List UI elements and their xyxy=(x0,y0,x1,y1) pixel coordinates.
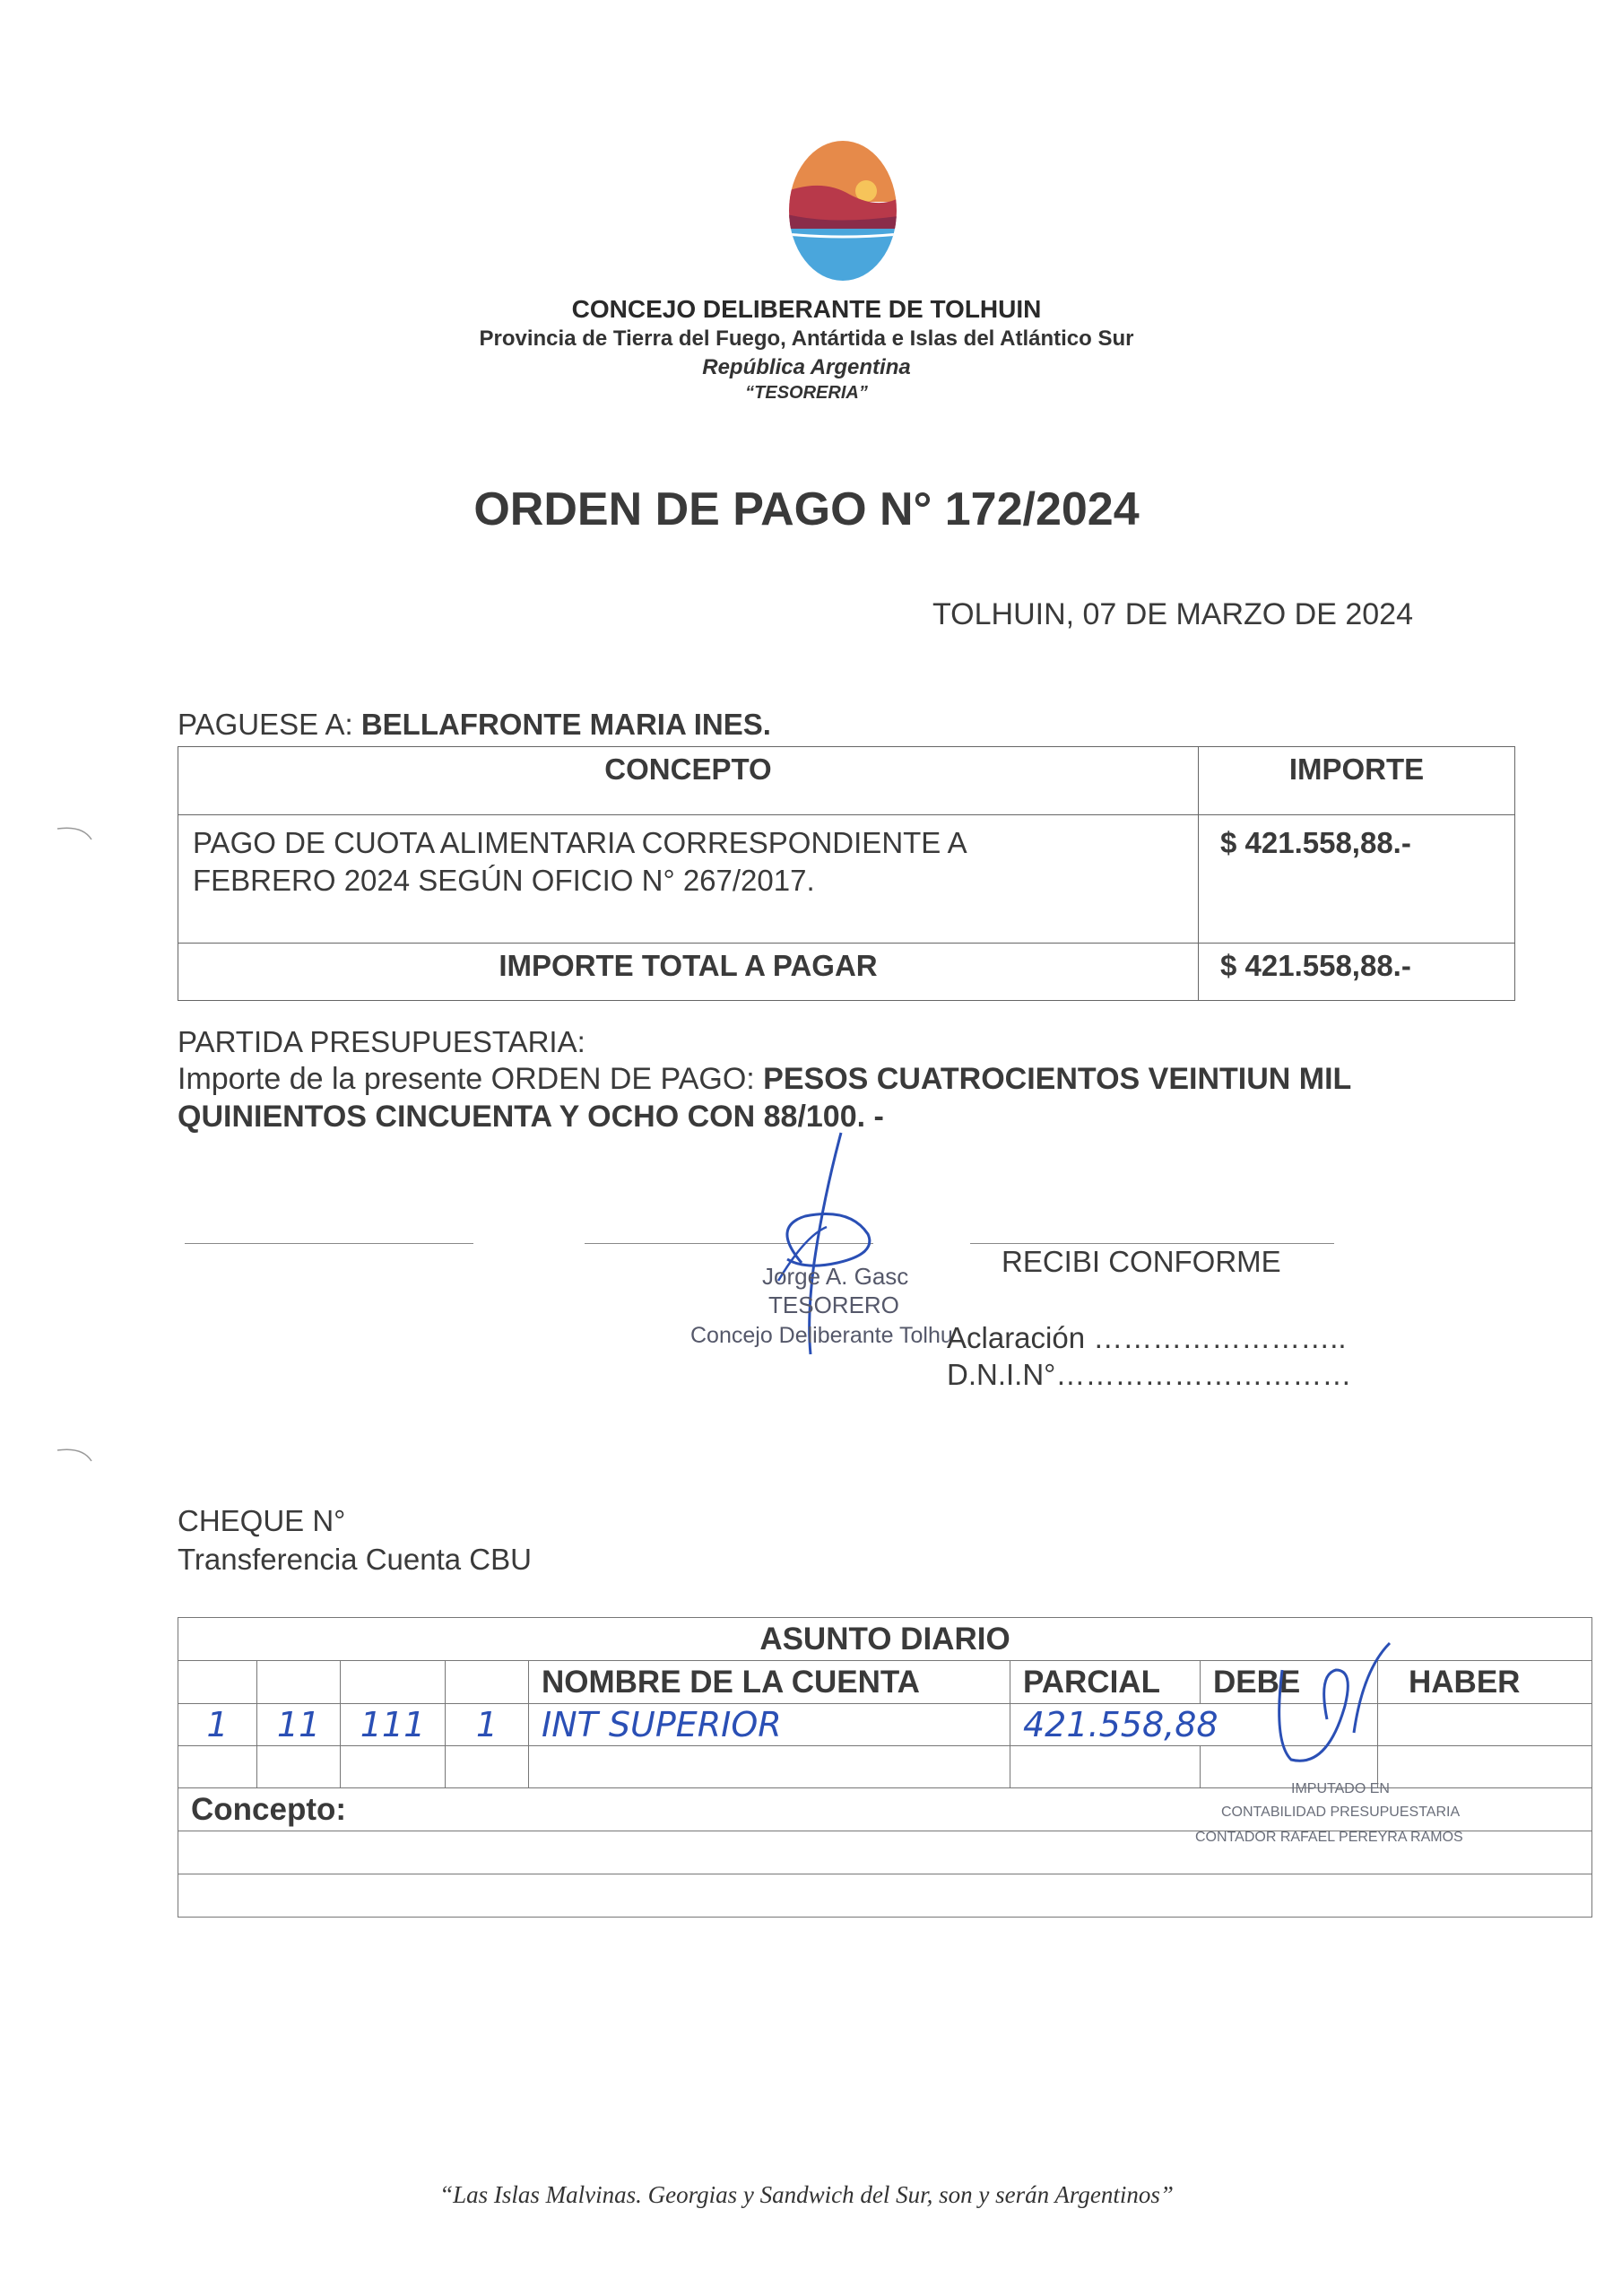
importe-prefix: Importe de la presente ORDEN DE PAGO: xyxy=(178,1062,764,1096)
table-cell xyxy=(529,1746,1010,1788)
parcial-header: PARCIAL xyxy=(1010,1661,1201,1704)
importe-line xyxy=(178,1060,1505,1135)
debe-header: DEBE xyxy=(1201,1661,1378,1704)
concepto-label: Concepto: xyxy=(178,1788,1592,1831)
table-cell xyxy=(257,1746,341,1788)
code-col-4 xyxy=(446,1661,529,1704)
stamp-contabilidad-line: CONTABILIDAD PRESUPUESTARIA xyxy=(1221,1805,1461,1820)
diario-title: ASUNTO DIARIO xyxy=(178,1618,1592,1661)
concept-line-2: FEBRERO 2024 SEGÚN OFICIO N° 267/2017. xyxy=(193,864,815,897)
code-col-3 xyxy=(341,1661,446,1704)
importe-words: PESOS CUATROCIENTOS VEINTIUN MIL QUINIENTOS CINCUENTA Y OCHO CON 88/100. - xyxy=(178,1062,1351,1134)
table-cell xyxy=(446,1746,529,1788)
accountant-signature xyxy=(1264,1634,1408,1769)
haber-header: HABER xyxy=(1378,1661,1592,1704)
concept-line-1: PAGO DE CUOTA ALIMENTARIA CORRESPONDIENTE A xyxy=(193,826,967,859)
amount-header: IMPORTE xyxy=(1199,747,1515,815)
punch-mark xyxy=(56,1445,95,1463)
signature-line xyxy=(185,1243,473,1244)
stamp-name: Jorge A. Gasc xyxy=(762,1263,909,1290)
payee-line xyxy=(178,708,771,742)
table-cell xyxy=(178,1746,257,1788)
code-cell-2: 11 xyxy=(257,1704,341,1746)
concept-header: CONCEPTO xyxy=(178,747,1199,815)
province-line: Provincia de Tierra del Fuego, Antártida e Islas del Atlántico Sur xyxy=(479,326,1134,351)
code-col-1 xyxy=(178,1661,257,1704)
payee-name: BELLAFRONTE MARIA INES. xyxy=(360,708,771,741)
table-cell xyxy=(341,1746,446,1788)
payee-label: PAGUESE A: xyxy=(178,708,361,741)
code-col-2 xyxy=(257,1661,341,1704)
stamp-org: Concejo Deliberante Tolhu xyxy=(690,1323,953,1348)
table-cell xyxy=(1010,1746,1201,1788)
aclaracion-line: Aclaración …………………….. xyxy=(947,1321,1347,1354)
punch-mark xyxy=(56,823,95,841)
parcial-cell: 421.558,88 xyxy=(1010,1704,1378,1746)
stamp-imputado-line: IMPUTADO EN xyxy=(1291,1781,1390,1796)
code-cell-1: 1 xyxy=(178,1704,257,1746)
org-name: CONCEJO DELIBERANTE DE TOLHUIN xyxy=(571,295,1042,323)
dni-line: D.N.I.N°………………………… xyxy=(947,1358,1352,1391)
transfer-label: Transferencia Cuenta CBU xyxy=(178,1543,532,1576)
payment-table xyxy=(178,746,1515,1001)
signature-line xyxy=(970,1243,1334,1244)
date-line: TOLHUIN, 07 DE MARZO DE 2024 xyxy=(932,597,1413,631)
code-cell-3: 111 xyxy=(341,1704,446,1746)
recibi-conforme: RECIBI CONFORME xyxy=(1002,1245,1281,1278)
code-cell-4: 1 xyxy=(446,1704,529,1746)
concejo-logo xyxy=(787,139,898,283)
table-cell xyxy=(1378,1746,1592,1788)
department-line: “TESORERIA” xyxy=(745,383,868,403)
nombre-cell: INT SUPERIOR xyxy=(529,1704,1010,1746)
nombre-header: NOMBRE DE LA CUENTA xyxy=(529,1661,1010,1704)
haber-cell xyxy=(1378,1704,1592,1746)
country-line: República Argentina xyxy=(702,355,911,379)
amount-cell: $ 421.558,88.- xyxy=(1199,815,1515,944)
footer-motto: “Las Islas Malvinas. Georgias y Sandwich del Sur, son y serán Argentinos” xyxy=(439,2181,1174,2208)
stamp-contador-line: CONTADOR RAFAEL PEREYRA RAMOS xyxy=(1195,1830,1463,1845)
page-title: ORDEN DE PAGO N° 172/2024 xyxy=(473,483,1140,535)
concept-cell xyxy=(178,815,1199,944)
cheque-label: CHEQUE N° xyxy=(178,1504,346,1537)
stamp-role: TESORERO xyxy=(768,1292,899,1318)
total-amount: $ 421.558,88.- xyxy=(1199,944,1515,1001)
partida-label: PARTIDA PRESUPUESTARIA: xyxy=(178,1025,585,1058)
total-label: IMPORTE TOTAL A PAGAR xyxy=(178,944,1199,1001)
concepto-row xyxy=(178,1874,1592,1918)
